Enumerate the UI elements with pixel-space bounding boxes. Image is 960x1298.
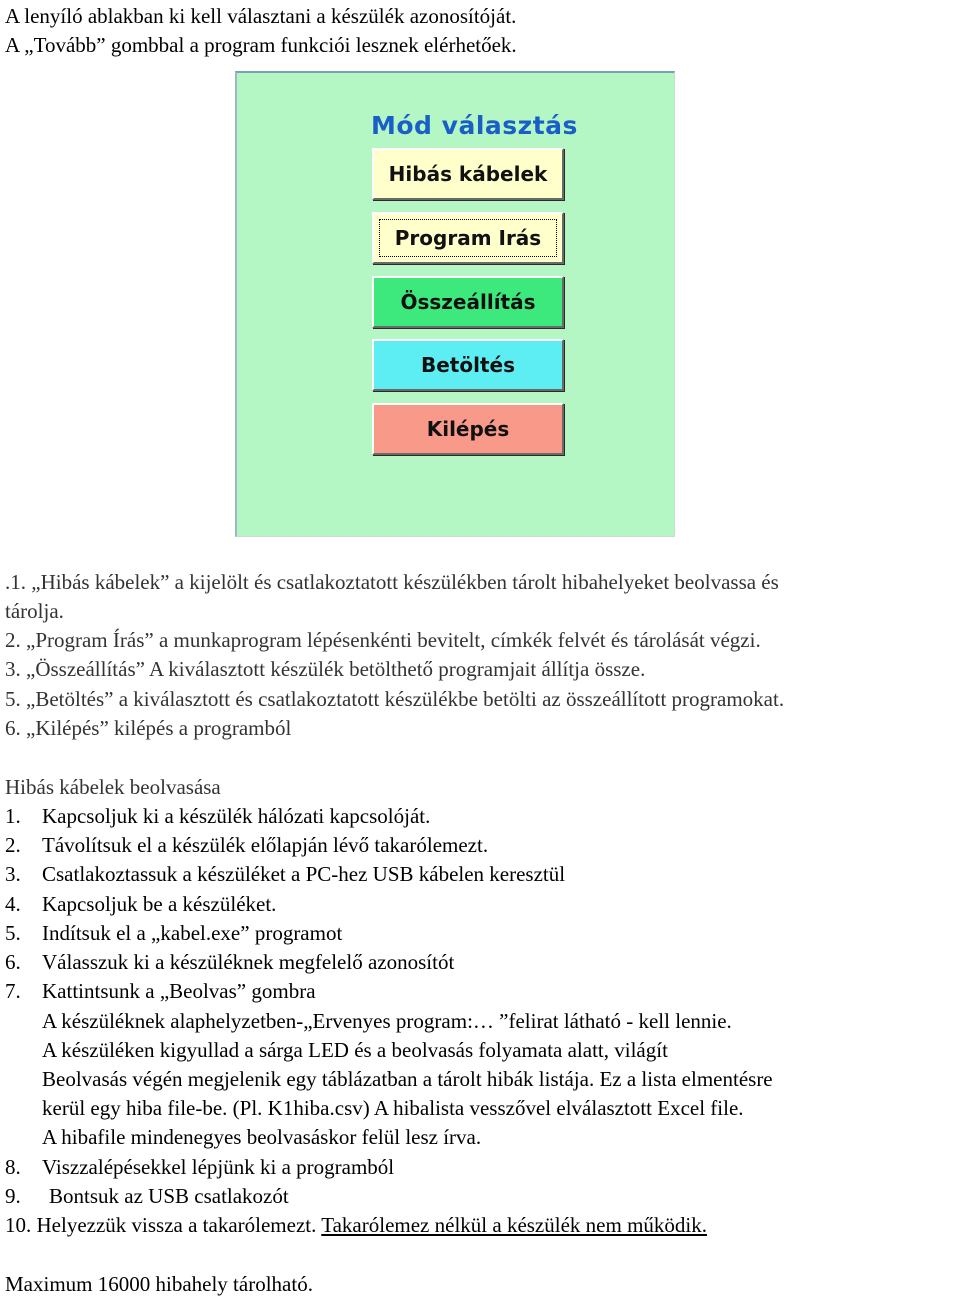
step-1-text: Kapcsoljuk ki a készülék hálózati kapcsolóját. (42, 804, 431, 828)
step-10-warning: Takarólemez nélkül a készülék nem működik. (321, 1213, 707, 1237)
step-3-text: Csatlakoztassuk a készüléket a PC-hez USB kábelen keresztül (42, 862, 566, 886)
load-button[interactable]: Betöltés (372, 339, 564, 391)
function-item-5: 5. „Betöltés” a kiválasztott és csatlakoztatott készülékbe betölti az összeállított programokat. (5, 687, 785, 711)
intro-line-2: A „Tovább” gombbal a program funkciói lesznek elérhetőek. (5, 33, 517, 57)
footer-note: Maximum 16000 hibahely tárolható. (5, 1272, 313, 1296)
function-item-3: 3. „Összeállítás” A kiválasztott készülék betölthető programjait állítja össze. (5, 657, 646, 681)
focus-rectangle (379, 219, 557, 257)
step-7-detail-3: Beolvasás végén megjelenik egy táblázatban a tárolt hibák listája. Ez a lista elmentésre (42, 1067, 773, 1091)
step-6-text: Válasszuk ki a készüléknek megfelelő azonosítót (42, 950, 455, 974)
step-5-text: Indítsuk el a „kabel.exe” programot (42, 921, 343, 945)
step-7-detail-1: A készüléknek alaphelyzetben-„Ervenyes program:… ”felirat látható - kell lennie. (42, 1009, 732, 1033)
step-8-text: Viszzalépésekkel lépjünk ki a programból (42, 1155, 395, 1179)
function-item-2: 2. „Program Írás” a munkaprogram lépésenkénti bevitelt, címkék felvét és tárolását végzi. (5, 628, 761, 652)
step-10-number: 10. (5, 1213, 32, 1237)
step-10-text: Helyezzük vissza a takarólemezt. (36, 1213, 317, 1237)
dialog-title: Mód választás (371, 111, 578, 140)
mode-select-dialog (235, 71, 675, 537)
step-7-number: 7. (5, 979, 21, 1003)
step-2-text: Távolítsuk el a készülék előlapján lévő takarólemezt. (42, 833, 489, 857)
function-item-1a: .1. „Hibás kábelek” a kijelölt és csatlakoztatott készülékben tárolt hibahelyeket beolvassa és (5, 570, 779, 594)
step-5-number: 5. (5, 921, 21, 945)
step-1-number: 1. (5, 804, 21, 828)
program-write-label: Program Irás (394, 226, 542, 250)
function-item-6: 6. „Kilépés” kilépés a programból (5, 716, 292, 740)
intro-line-1: A lenyíló ablakban ki kell választani a készülék azonosítóját. (5, 4, 517, 28)
step-2-number: 2. (5, 833, 21, 857)
step-6-number: 6. (5, 950, 21, 974)
step-7-detail-4: kerül egy hiba file-be. (Pl. K1hiba.csv) A hibalista vesszővel elválasztott Excel file. (42, 1096, 744, 1120)
step-9-number: 9. (5, 1184, 21, 1208)
step-4-number: 4. (5, 892, 21, 916)
exit-button[interactable]: Kilépés (372, 403, 564, 455)
assemble-button[interactable]: Összeállítás (372, 276, 564, 328)
section-title: Hibás kábelek beolvasása (5, 775, 221, 799)
step-7-detail-5: A hibafile mindenegyes beolvasáskor felül lesz írva. (42, 1125, 482, 1149)
function-item-1b: tárolja. (5, 599, 64, 623)
step-4-text: Kapcsoljuk be a készüléket. (42, 892, 277, 916)
step-7-text: Kattintsunk a „Beolvas” gombra (42, 979, 316, 1003)
step-9-text: Bontsuk az USB csatlakozót (49, 1184, 289, 1208)
step-3-number: 3. (5, 862, 21, 886)
faulty-cables-button[interactable]: Hibás kábelek (372, 148, 564, 200)
step-8-number: 8. (5, 1155, 21, 1179)
step-10 (5, 1213, 707, 1237)
program-write-button[interactable] (372, 212, 564, 264)
step-7-detail-2: A készüléken kigyullad a sárga LED és a beolvasás folyamata alatt, világít (42, 1038, 668, 1062)
